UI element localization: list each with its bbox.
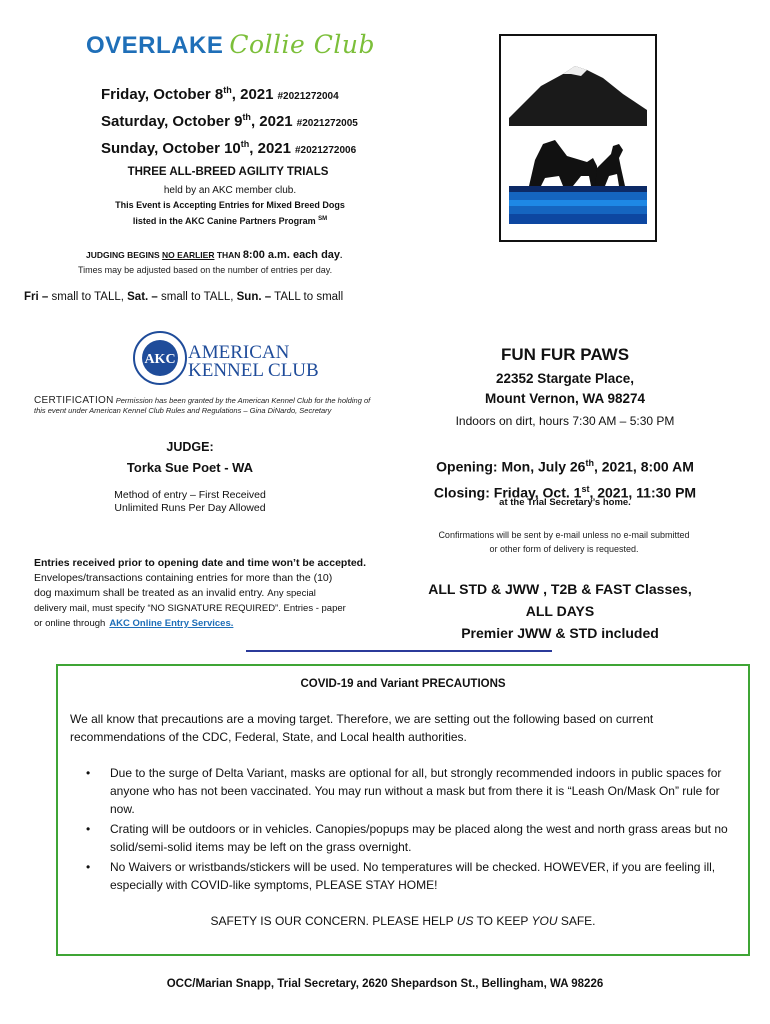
- secretary-home: at the Trial Secretary’s home.: [499, 497, 631, 508]
- height-schedule: Fri – small to TALL, Sat. – small to TALL, Sun. – TALL to small: [24, 291, 344, 303]
- list-item: • Crating will be outdoors or in vehicles. Canopies/popups may be placed along the west and north grass areas but no solid/semi-solid items may be left on the grass overnight.: [110, 820, 742, 856]
- site-address: 22352 Stargate Place, Mount Vernon, WA 98274: [484, 371, 646, 406]
- date-sunday: Sunday, October 10th, 2021 #2021272006: [101, 139, 357, 157]
- entries-info: Entries received prior to opening date and time won’t be accepted. Envelopes/transactions containing entries for more than the (10) dog maximum shall be treated as an invalid entry. Any special delivery mail, must specify “NO SIGNATURE REQUIRED”. Entries - paper or online through AKC Online Entry Services.: [34, 557, 366, 629]
- event-number: #2021272004: [277, 91, 339, 102]
- judging-start: JUDGING BEGINS NO EARLIER THAN 8:00 a.m. each day.: [86, 249, 343, 261]
- closing-date: Closing: Friday, Oct. 1st, 2021, 11:30 PM: [433, 483, 697, 501]
- list-item: • Due to the surge of Delta Variant, masks are optional for all, but strongly recommended indoors in public spaces for anyone who has not been vaccinated. You may run without a mask but from there it is “Leash On/Mask On” rule for now.: [110, 764, 742, 818]
- confirmations-note: Confirmations will be sent by e-mail unless no e-mail submitted or other form of delivery is requested.: [438, 530, 690, 554]
- event-number: #2021272006: [294, 145, 357, 156]
- divider: [246, 650, 552, 652]
- times-note: Times may be adjusted based on the number of entries per day.: [78, 265, 333, 275]
- footer-secretary: OCC/Marian Snapp, Trial Secretary, 2620 Shepardson St., Bellingham, WA 98226: [166, 978, 604, 990]
- list-item: • No Waivers or wristbands/stickers will be used. No temperatures will be checked. HOWEVER, if you are feeling ill, especially with COVID-like symptoms, PLEASE STAY HOME!: [110, 858, 742, 894]
- covid-intro: We all know that precautions are a moving target. Therefore, we are setting out the following based on current recommendations of the CDC, Federal, State, and Local health authorities.: [70, 712, 654, 744]
- club-logo-script: Collie Club: [229, 30, 375, 59]
- date-friday: Friday, October 8th, 2021 #2021272004: [101, 85, 339, 103]
- opening-closing: [420, 452, 710, 503]
- akc-wordmark: AMERICAN KENNEL CLUB: [188, 342, 319, 381]
- event-number: #2021272005: [296, 118, 358, 129]
- mountain-dogs-icon: [501, 36, 655, 240]
- svg-text:AKC: AKC: [144, 352, 176, 367]
- site-name: FUN FUR PAWS: [500, 345, 630, 364]
- held-by-text: held by an AKC member club. This Event is Accepting Entries for Mixed Breed Dogs listed in the AKC Canine Partners Program ℠: [115, 185, 345, 226]
- classes-offered: ALL STD & JWW , T2B & FAST Classes, ALL DAYS Premier JWW & STD included: [428, 581, 692, 641]
- safety-line: SAFETY IS OUR CONCERN. PLEASE HELP US TO KEEP YOU SAFE.: [210, 914, 596, 928]
- trials-title: THREE ALL-BREED AGILITY TRIALS: [127, 166, 329, 178]
- akc-online-entry-link[interactable]: AKC Online Entry Services.: [109, 618, 234, 629]
- site-hours: Indoors on dirt, hours 7:30 AM – 5:30 PM: [455, 414, 675, 428]
- trial-dates: [101, 80, 358, 161]
- judge-heading: JUDGE:: [166, 440, 214, 454]
- entry-method: Method of entry – First Received Unlimited Runs Per Day Allowed: [114, 489, 266, 514]
- opening-date: Opening: Mon, July 26th, 2021, 8:00 AM: [436, 458, 694, 475]
- collie-photo: [499, 34, 657, 242]
- judge-name: Torka Sue Poet - WA: [126, 460, 254, 475]
- club-logo-name: OVERLAKE: [86, 32, 224, 59]
- akc-seal-icon: [132, 330, 188, 386]
- club-logo: [86, 30, 375, 60]
- certification-text: CERTIFICATION Permission has been granted by the American Kennel Club for the holding of this event under American Kennel Club Rules and Regulations – Gina DiNardo, Secretary: [34, 395, 371, 415]
- covid-bullets: [70, 764, 742, 896]
- covid-title: COVID-19 and Variant PRECAUTIONS: [300, 678, 506, 690]
- date-saturday: Saturday, October 9th, 2021 #2021272005: [101, 112, 358, 130]
